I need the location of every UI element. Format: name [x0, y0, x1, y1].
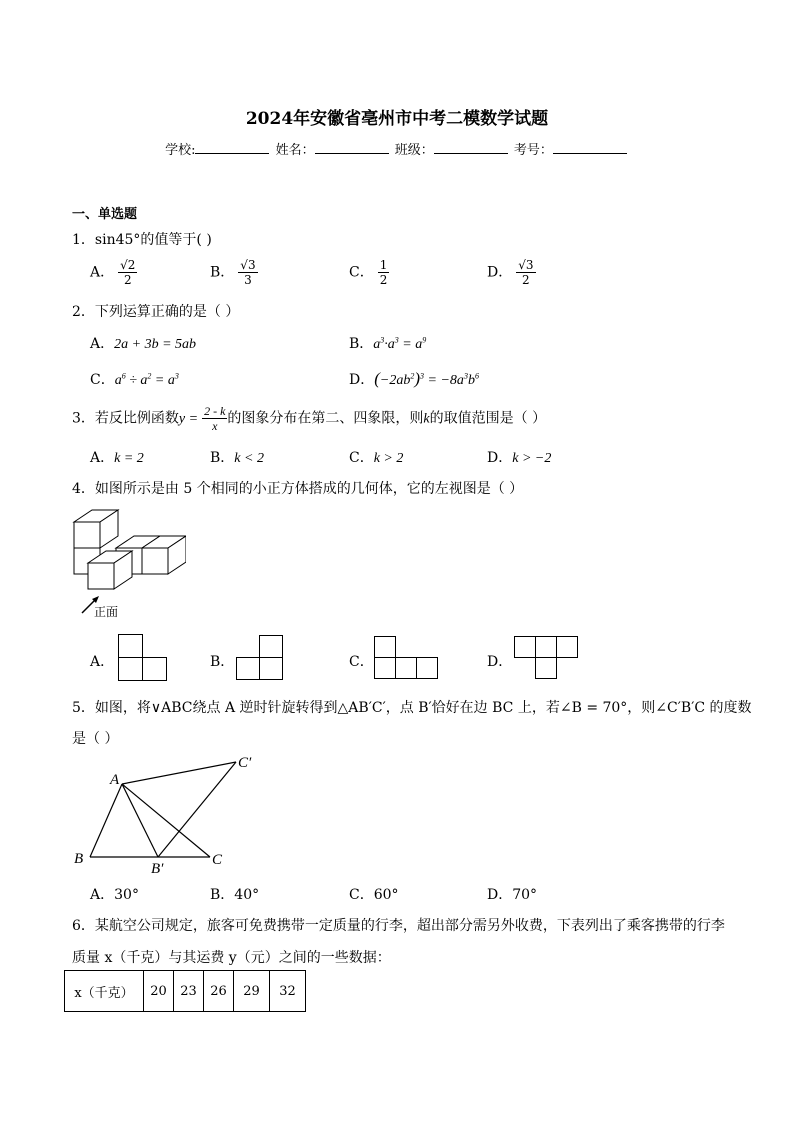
segment-ab1	[122, 784, 158, 857]
question-2-option-d: D．$(-2ab^2)^3 = -8a^3b^6$	[349, 369, 479, 388]
question-6-stem: 6．某航空公司规定，旅客可免费携带一定质量的行李，超出部分需另外收费，下表列出了乘客携带的行李	[72, 918, 725, 934]
question-3-option-c: C．k > 2	[349, 450, 404, 466]
question-1-option-d: D． $\frac{√3}{2}$	[487, 258, 534, 287]
question-3-option-d: D．k > −2	[487, 450, 552, 466]
point-b-label: B	[74, 851, 84, 867]
table-cell: 26	[204, 971, 234, 1012]
question-2-option-a: A．2a + 3b = 5ab	[90, 336, 197, 352]
table-cell: 29	[234, 971, 270, 1012]
segment-ac	[122, 784, 210, 857]
question-4-option-a-label: A．	[90, 654, 115, 670]
question-5-option-c: C．60°	[349, 887, 399, 903]
name-label: 姓名：	[275, 143, 315, 158]
point-a-label: A	[110, 772, 120, 788]
question-4-option-d-figure	[514, 636, 580, 680]
table-cell: 20	[144, 971, 174, 1012]
question-4-stem: 4．如图所示是由 5 个相同的小正方体搭成的几何体，它的左视图是（ ）	[72, 481, 524, 497]
question-2-option-c: C．$a^6 \div a^2 = a^3$	[90, 371, 179, 388]
question-5-stem-cont: 是（ ）	[72, 731, 119, 747]
question-5-option-d: D．70°	[487, 887, 538, 903]
question-2-stem: 2．下列运算正确的是（ ）	[72, 304, 240, 320]
point-c1-label: C′	[238, 755, 252, 771]
section-heading: 一、单选题	[72, 207, 138, 222]
segment-ac1	[122, 762, 236, 784]
question-4-option-b-label: B．	[210, 654, 235, 670]
question-6-stem-cont: 质量 x（千克）与其运费 y（元）之间的一些数据：	[72, 950, 391, 966]
school-label: 学校:	[165, 143, 196, 158]
page-title: 2024年安徽省亳州市中考二模数学试题	[245, 109, 549, 129]
table-cell: 23	[174, 971, 204, 1012]
question-5-option-b: B．40°	[210, 887, 260, 903]
exam-no-blank	[553, 141, 627, 154]
point-c-label: C	[212, 852, 223, 868]
question-4-option-c-label: C．	[349, 654, 374, 670]
question-4-option-a-figure	[118, 634, 168, 682]
school-blank	[195, 141, 269, 154]
question-1-option-b: B． $\frac{√3}{3}$	[210, 258, 256, 287]
name-blank	[315, 141, 389, 154]
question-4-option-c-figure	[374, 636, 440, 680]
question-1-stem: 1．sin45°的值等于( )	[72, 232, 212, 248]
table-row	[65, 971, 306, 1012]
question-1-option-a: A． $\frac{√2}{2}$	[90, 258, 136, 287]
question-3-option-b: B．k < 2	[210, 450, 264, 466]
student-info-line	[0, 139, 794, 158]
question-4-cube-figure	[62, 505, 186, 621]
exam-no-label: 考号：	[513, 143, 553, 158]
question-3-stem: 3．若反比例函数y = $\frac{2 - k}{x}$ 的图象分布在第二、四象限，则k的取值范围是（ ）	[72, 404, 547, 433]
point-b1-label: B′	[151, 861, 164, 877]
luggage-data-table	[64, 970, 306, 1012]
question-3-option-a: A．k = 2	[90, 450, 144, 466]
segment-ab	[90, 784, 122, 857]
question-5-triangle-figure	[70, 750, 270, 880]
table-header-cell: x（千克）	[65, 971, 144, 1012]
question-1-option-c: C． $\frac{1}{2}$	[349, 258, 388, 287]
question-2-option-b: B．$a^3\cdot a^3 = a^9$	[349, 335, 427, 352]
class-label: 班级：	[394, 143, 434, 158]
question-5-stem: 5．如图，将∨ABC绕点 A 逆时针旋转得到△AB′C′，点 B′恰好在边 BC 上，若∠B = 70°，则∠C′B′C 的度数	[72, 700, 752, 716]
segment-b1c1	[158, 762, 236, 857]
front-label: 正面	[94, 605, 119, 619]
question-4-option-d-label: D．	[487, 654, 513, 670]
question-5-option-a: A．30°	[90, 887, 139, 903]
question-4-option-b-figure	[236, 635, 284, 681]
class-blank	[434, 141, 508, 154]
table-cell: 32	[270, 971, 306, 1012]
